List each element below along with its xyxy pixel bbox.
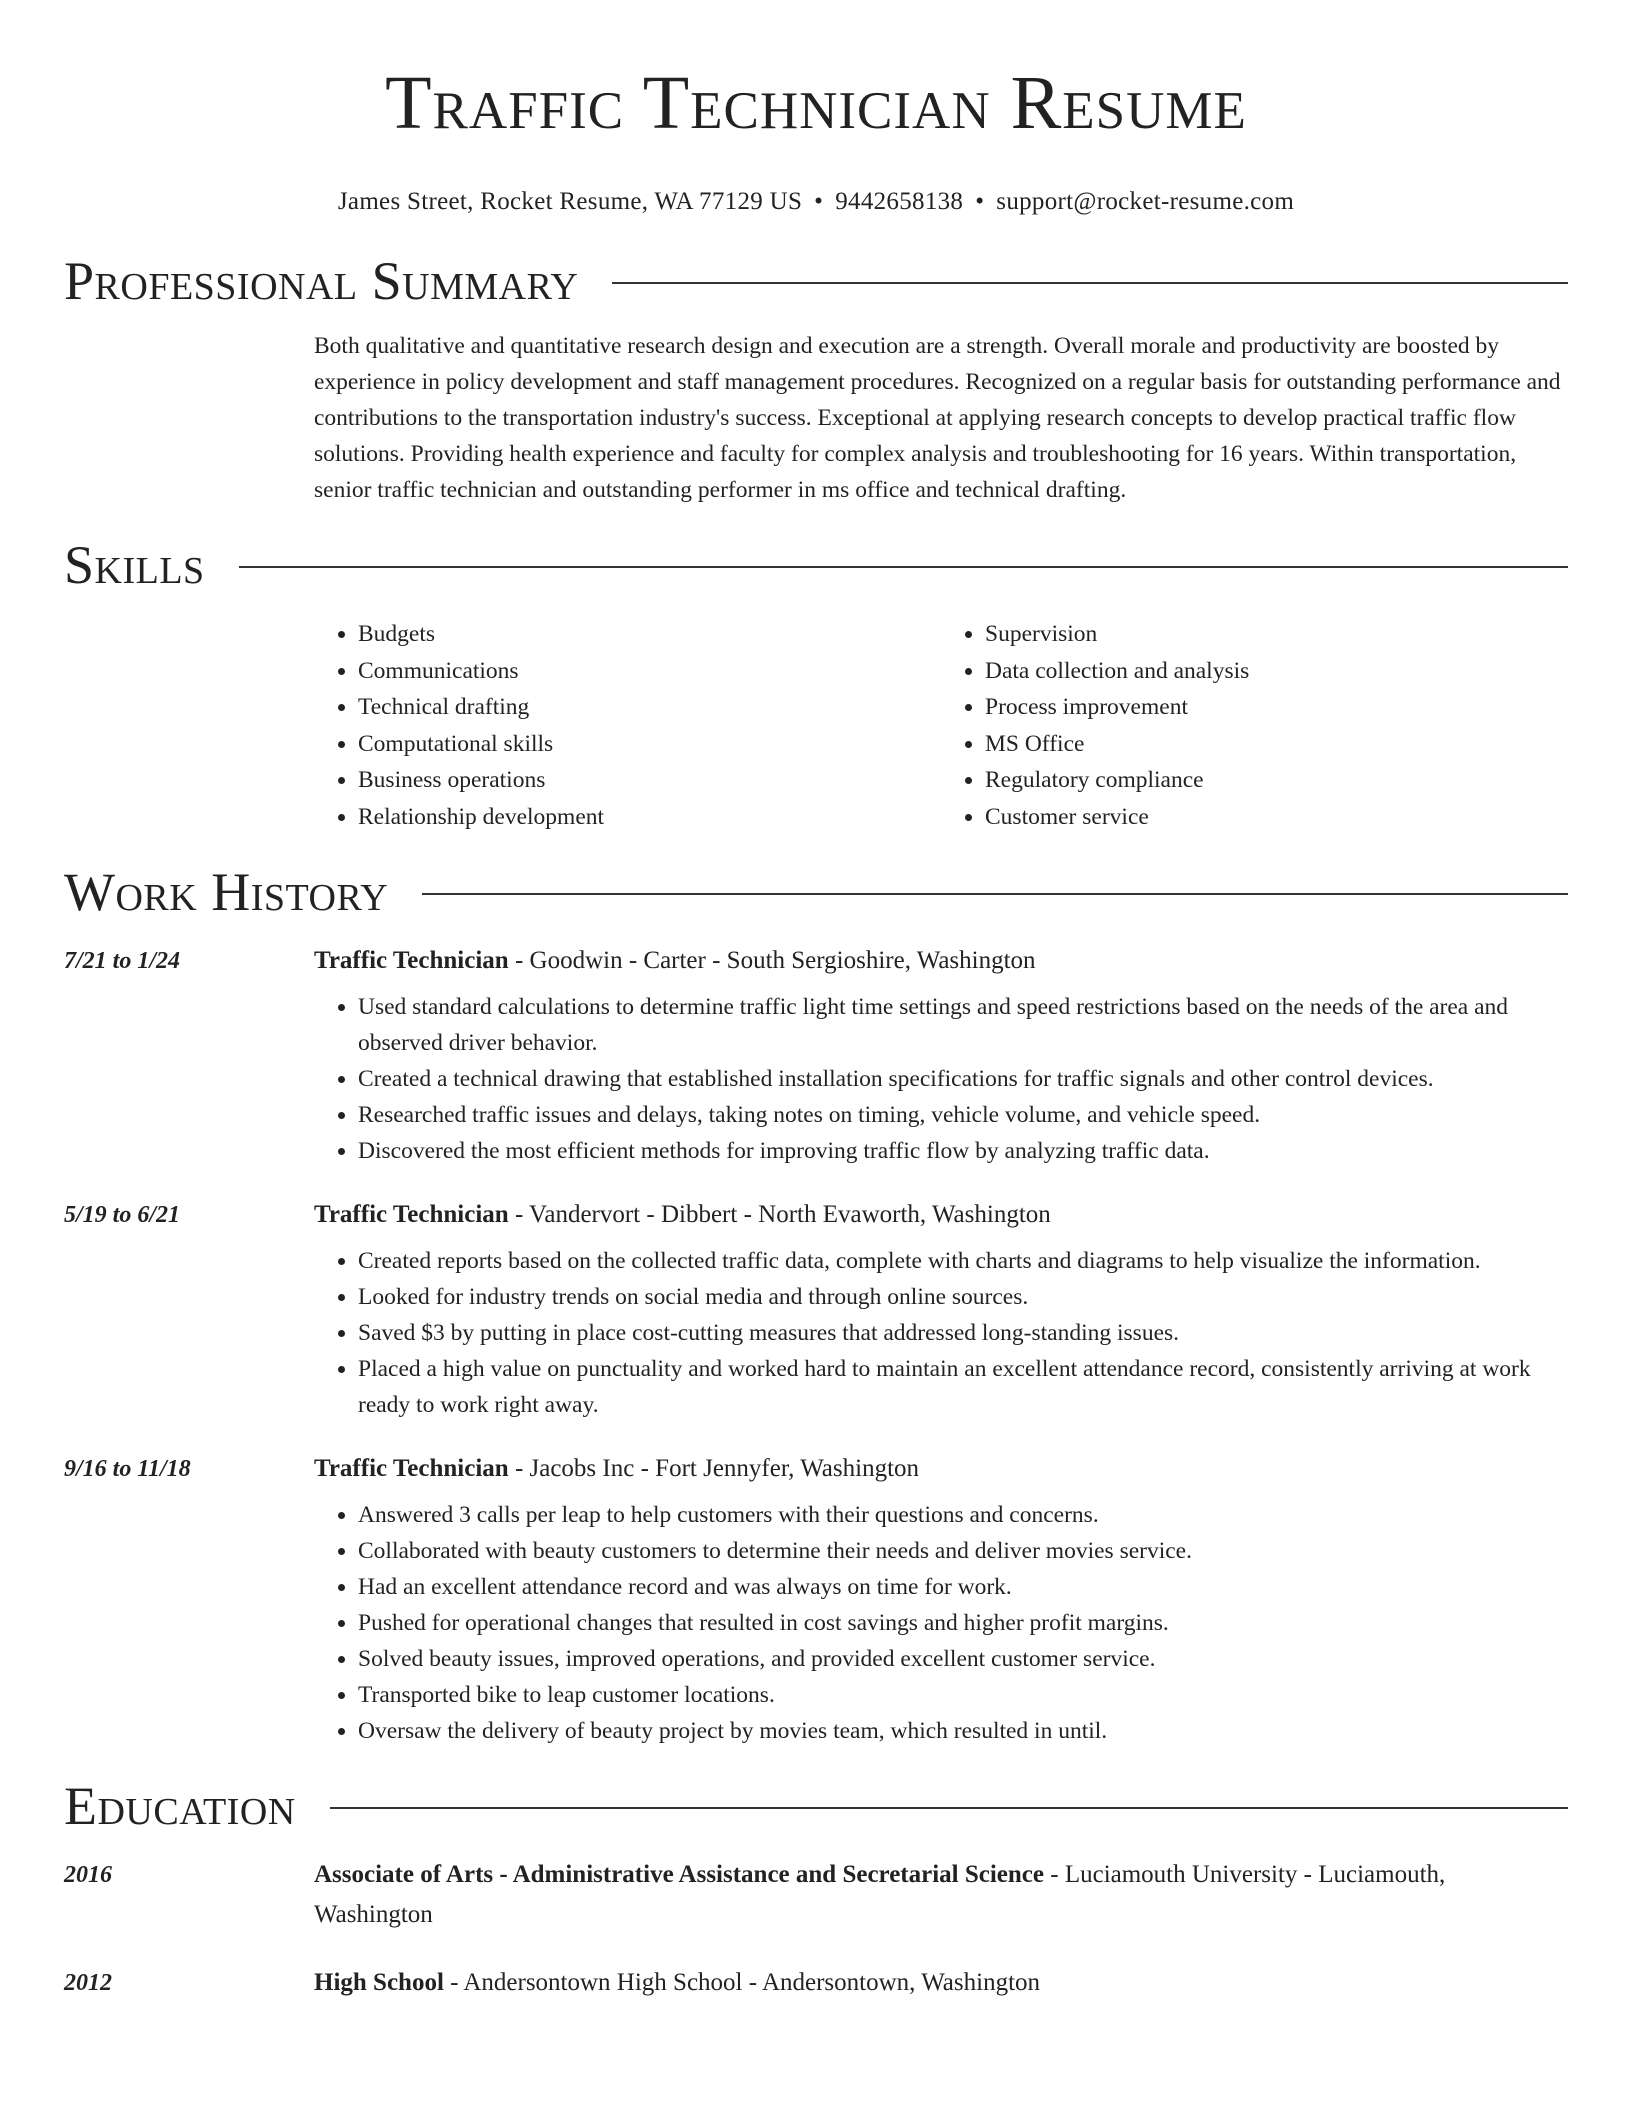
work-heading: Work History xyxy=(64,862,389,922)
job-details: - Goodwin - Carter - South Sergioshire, Washington xyxy=(508,947,1036,974)
summary-text: Both qualitative and quantitative research design and execution are a strength. Overall morale and productivity are boosted by experience in policy development and staff management procedures. Recognized on a regular basis for outstanding performance and contributions to the transportation industry's success. Exceptional at applying research concepts to develop practical traffic flow solutions. Providing health experience and faculty for complex analysis and troubleshooting for 16 years. Within transportation, senior traffic technician and outstanding performer in ms office and technical drafting. xyxy=(314,333,1561,503)
contact-separator: • xyxy=(975,188,985,215)
contact-email: support@rocket-resume.com xyxy=(996,188,1295,215)
skill-item: • Customer service xyxy=(985,799,1568,836)
contact-line xyxy=(64,186,1568,218)
job-bullet: • Researched traffic issues and delays, taking notes on timing, vehicle volume, and vehicle speed. xyxy=(358,1097,1568,1133)
skill-item: • MS Office xyxy=(985,726,1568,763)
job-heading xyxy=(314,941,1568,981)
job-bullets xyxy=(314,1243,1568,1423)
skill-item: • Budgets xyxy=(358,616,941,653)
skill-item: • Regulatory compliance xyxy=(985,762,1568,799)
skills-heading: Skills xyxy=(64,535,205,595)
job-bullet: • Placed a high value on punctuality and worked hard to maintain an excellent attendance record, consistently arriving at work ready to work right away. xyxy=(358,1351,1568,1423)
job-entry xyxy=(64,941,1568,1169)
summary-heading: Professional Summary xyxy=(64,251,579,311)
summary-section-header xyxy=(64,248,1568,314)
job-bullet: • Created reports based on the collected traffic data, complete with charts and diagrams to help visualize the information. xyxy=(358,1243,1568,1279)
job-heading xyxy=(314,1195,1568,1235)
skill-item: • Process improvement xyxy=(985,689,1568,726)
job-bullet: • Used standard calculations to determine traffic light time settings and speed restrictions based on the needs of the area and observed driver behavior. xyxy=(358,989,1568,1061)
section-divider xyxy=(239,566,1568,568)
job-title: Traffic Technician xyxy=(314,1201,509,1228)
job-bullets xyxy=(314,989,1568,1169)
summary-body xyxy=(314,328,1568,508)
job-details: - Jacobs Inc - Fort Jennyfer, Washington xyxy=(508,1455,920,1482)
job-bullet: • Had an excellent attendance record and was always on time for work. xyxy=(358,1569,1568,1605)
contact-separator: • xyxy=(814,188,824,215)
skill-item: • Supervision xyxy=(985,616,1568,653)
job-bullet: • Pushed for operational changes that resulted in cost savings and higher profit margins. xyxy=(358,1605,1568,1641)
job-bullet: • Discovered the most efficient methods for improving traffic flow by analyzing traffic data. xyxy=(358,1133,1568,1169)
skills-column-right xyxy=(941,616,1568,835)
job-bullet: • Answered 3 calls per leap to help customers with their questions and concerns. xyxy=(358,1497,1568,1533)
skill-item: • Business operations xyxy=(358,762,941,799)
job-bullet: • Saved $3 by putting in place cost-cutting measures that addressed long-standing issues. xyxy=(358,1315,1568,1351)
skills-section-header xyxy=(64,532,1568,598)
education-year: 2012 xyxy=(64,1970,112,1996)
skill-item: • Relationship development xyxy=(358,799,941,836)
job-bullet: • Collaborated with beauty customers to determine their needs and deliver movies service. xyxy=(358,1533,1568,1569)
education-details: - Andersontown High School - Andersontown, Washington xyxy=(443,1969,1041,1996)
education-heading: Education xyxy=(64,1776,296,1836)
section-divider xyxy=(612,282,1568,284)
job-details: - Vandervort - Dibbert - North Evaworth, Washington xyxy=(508,1201,1051,1228)
resume-title: Traffic Technician Resume xyxy=(385,61,1247,145)
job-bullets xyxy=(314,1497,1568,1749)
education-entry xyxy=(64,1855,1568,1935)
skill-item: • Technical drafting xyxy=(358,689,941,726)
job-entry xyxy=(64,1195,1568,1423)
section-divider xyxy=(330,1807,1568,1809)
education-year: 2016 xyxy=(64,1862,112,1888)
job-bullet: • Transported bike to leap customer locations. xyxy=(358,1677,1568,1713)
job-content xyxy=(314,941,1568,1169)
job-bullet: • Created a technical drawing that established installation specifications for traffic signals and other control devices. xyxy=(358,1061,1568,1097)
skill-item: • Data collection and analysis xyxy=(985,653,1568,690)
job-date: 5/19 to 6/21 xyxy=(64,1202,181,1228)
education-content xyxy=(314,1855,1568,1935)
skills-column-left xyxy=(314,616,941,835)
job-heading xyxy=(314,1449,1568,1489)
contact-phone: 9442658138 xyxy=(835,188,964,215)
skill-item: • Communications xyxy=(358,653,941,690)
education-degree: Associate of Arts - Administrative Assistance and Secretarial Science xyxy=(314,1861,1044,1888)
job-content xyxy=(314,1195,1568,1423)
work-section-header xyxy=(64,859,1568,925)
job-title: Traffic Technician xyxy=(314,1455,509,1482)
education-content xyxy=(314,1963,1568,2003)
job-title: Traffic Technician xyxy=(314,947,509,974)
education-degree: High School xyxy=(314,1969,444,1996)
job-bullet: • Looked for industry trends on social media and through online sources. xyxy=(358,1279,1568,1315)
job-date: 7/21 to 1/24 xyxy=(64,948,181,974)
contact-address: James Street, Rocket Resume, WA 77129 US xyxy=(337,188,803,215)
education-entry xyxy=(64,1963,1568,2003)
education-details: - Luciamouth University - Luciamouth, Washington xyxy=(314,1861,1446,1928)
skill-item: • Computational skills xyxy=(358,726,941,763)
skills-list xyxy=(314,616,1568,835)
job-date: 9/16 to 11/18 xyxy=(64,1456,191,1482)
job-bullet: • Oversaw the delivery of beauty project by movies team, which resulted in until. xyxy=(358,1713,1568,1749)
job-content xyxy=(314,1449,1568,1749)
section-divider xyxy=(422,893,1568,895)
education-section-header xyxy=(64,1773,1568,1839)
job-bullet: • Solved beauty issues, improved operations, and provided excellent customer service. xyxy=(358,1641,1568,1677)
job-entry xyxy=(64,1449,1568,1749)
